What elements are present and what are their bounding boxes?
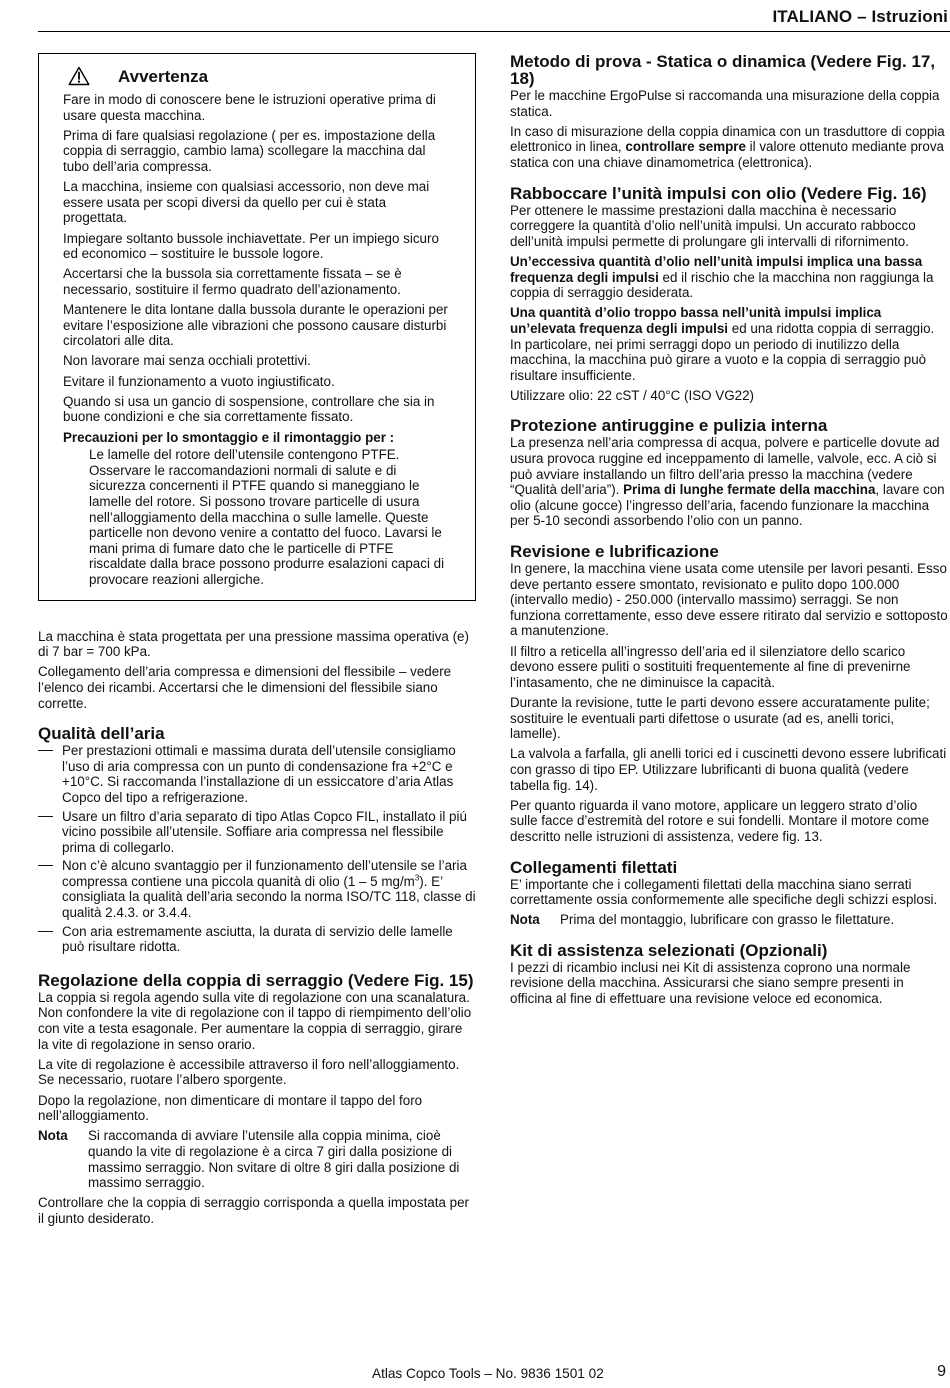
oil-refill-paragraph — [510, 254, 948, 301]
note-label: Nota — [510, 912, 540, 928]
warning-box — [38, 53, 476, 601]
torque-paragraph: Dopo la regolazione, non dimenticare di montare il tappo del foro nell’alloggiamento. — [38, 1092, 423, 1124]
text-run: ed una ridotta coppia di serraggio. In particolare, nei primi serraggi dopo un periodo di inutilizzo della macchina, la macchina può girare a vuoto e la coppia di serraggio può risultare insufficiente. — [510, 320, 935, 383]
oil-refill-paragraph: Per ottenere le massime prestazioni dalla macchina è necessario correggere la quantità d’olio nell’unità impulsi. Un accurato rabbocco dell’unità impulsi permette di prolungare gli intervalli di rifornimento. — [510, 202, 916, 249]
note-label: Nota — [38, 1128, 68, 1144]
oil-refill-title: Rabboccare l’unità impulsi con olio (Vedere Fig. 16) — [510, 183, 927, 203]
service-paragraph: In genere, la macchina viene usata come utensile per lavori pesanti. Esso deve pertanto essere smontato, revisionato e pulito dopo 100.000 (intervallo medio) - 250.000 (intervallo massimo) serraggi. Se non funziona correttamente, esso deve essere ritirato dal servizio e sottoposto a manutenzione. — [510, 561, 948, 639]
list-item: Usare un filtro d’aria separato di tipo Atlas Copco FIL, installato il piú vicino possibile all’utensile. Soffiare aria compressa nel flessibile prima di collegarlo. — [38, 809, 476, 856]
left-column — [38, 53, 476, 1231]
bold-text: Prima di lunghe fermate della macchina — [623, 482, 876, 498]
precaution-title: Precauzioni per lo smontaggio e il rimontaggio per : — [63, 429, 395, 445]
oil-refill-paragraph — [510, 305, 948, 383]
intro-connection: Collegamento dell’aria compressa e dimensioni del flessibile – vedere l’elenco dei ricambi. Accertarsi che le dimensioni del flessibile siano corrette. — [38, 664, 452, 711]
torque-title: Regolazione della coppia di serraggio (Vedere Fig. 15) — [38, 970, 474, 990]
warning-paragraph: Evitare il funzionamento a vuoto ingiustificato. — [63, 373, 335, 389]
warning-paragraph: Quando si usa un gancio di sospensione, controllare che sia in buone condizioni e che sia correttamente fissato. — [63, 393, 435, 425]
bold-text: controllare sempre — [625, 139, 746, 155]
rust-section — [510, 417, 948, 529]
text-run: La presenza nell’aria compressa di acqua, polvere e particelle dovute ad usura provoca ruggine ed inceppamento di lamelle, valvole, ecc. A ciò si può avviare installando un filtro dell’aria presso la macchina (vedere “Qualità dell’aria”). — [510, 435, 940, 498]
precaution-body: Le lamelle del rotore dell’utensile contengono PTFE. Osservare le raccomandazioni normali di salute e di sicurezza concernenti il PTFE quando si maneggiano le lamelle del rotore. Si possono trovare particelle di usura nell’alloggiamento della macchina o sulle lamelle. Queste particelle non devono venire a contatto del fuoco. Lavarsi le mani prima di fumare dato che le particelle di PTFE riscaldate dalla brace possono produrre esalazioni capaci di provocare reazioni allergiche. — [89, 447, 445, 587]
test-method-paragraph — [510, 124, 948, 171]
page-header-title: ITALIANO – Istruzioni — [772, 7, 948, 26]
oil-spec: Utilizzare olio: 22 cST / 40°C (ISO VG22) — [510, 387, 754, 403]
service-title: Revisione e lubrificazione — [510, 542, 719, 562]
test-method-section — [510, 53, 948, 171]
kits-section — [510, 942, 948, 1007]
service-paragraph: Il filtro a reticella all’ingresso dell’aria ed il silenziatore dello scarico devono essere puliti o sostituiti frequentemente al fine di prevenirne l’intasamento, che ne diminuisce la capacità. — [510, 643, 911, 690]
warning-paragraph: Non lavorare mai senza occhiali protettivi. — [63, 353, 311, 369]
warning-title: Avvertenza — [118, 66, 209, 86]
warning-paragraph: La macchina, insieme con qualsiasi accessorio, non deve mai essere usata per scopi diversi da quello per cui è stata progettata. — [63, 179, 430, 226]
text-run: In caso di misurazione della coppia dinamica con un trasduttore di coppia elettronico in linea, — [510, 123, 945, 155]
warning-header — [68, 66, 453, 86]
air-quality-list — [38, 743, 476, 955]
note-text: Si raccomanda di avviare l’utensile alla coppia minima, cioè quando la vite di regolazione è a circa 7 giri dalla posizione di massimo serraggio. Non svitare di oltre 8 giri dalla posizione di massimo serraggio. — [88, 1128, 460, 1191]
note-text: Prima del montaggio, lubrificare con grasso le filettature. — [560, 912, 895, 928]
text-run: il valore ottenuto mediante prova statica con una chiave dinamometrica (elettronica). — [510, 139, 944, 170]
torque-note — [38, 1128, 476, 1190]
superscript: 3 — [414, 873, 420, 883]
bold-text: Un’eccessiva quantità d’olio nell’unità impulsi implica una bassa frequenza degli impulsi — [510, 253, 923, 285]
threads-section — [510, 859, 948, 928]
oil-refill-section — [510, 185, 948, 404]
threads-note — [510, 912, 948, 928]
warning-paragraph: Fare in modo di conoscere bene le istruzioni operative prima di usare questa macchina. — [63, 92, 436, 123]
list-item: Per prestazioni ottimali e massima durata dell’utensile consigliamo l’uso di aria compressa con un punto di condensazione fra +2°C e +10°C. Si raccomanda l’installazione di un essiccatore d’aria Atlas Copco del tipo a refrigerazione. — [38, 743, 476, 805]
torque-paragraph: Controllare che la coppia di serraggio corrisponda a quella impostata per il giunto desiderato. — [38, 1195, 469, 1226]
right-column — [510, 53, 948, 1011]
test-method-paragraph: Per le macchine ErgoPulse si raccomanda una misurazione della coppia statica. — [510, 88, 940, 119]
warning-paragraph: Accertarsi che la bussola sia correttamente fissata – se è necessario, sostituire il fermo quadrato dell’azionamento. — [63, 266, 402, 297]
torque-paragraph: La vite di regolazione è accessibile attraverso il foro nell’alloggiamento. Se necessario, ruotare l’albero sporgente. — [38, 1056, 460, 1088]
air-quality-section — [38, 725, 476, 955]
intro-pressure: La macchina è stata progettata per una pressione massima operativa (e) di 7 bar = 700 kPa. — [38, 628, 469, 660]
header-rule — [38, 31, 950, 32]
list-item-text: Non c’è alcuno svantaggio per il funzionamento dell’utensile se l’aria compressa contiene una piccola quanità di olio (1 – 5 mg/m — [62, 858, 467, 889]
warning-paragraph: Mantenere le dita lontane dalla bussola durante le operazioni per evitare l’esposizione alle vibrazioni che possono causare disturbi circolatori alle dita. — [63, 302, 448, 349]
warning-paragraph: Prima di fare qualsiasi regolazione ( per es. impostazione della coppia di serraggio, cambio lama) scollegare la macchina dal tubo dell’aria compressa. — [63, 127, 436, 174]
text-run: ed il rischio che la macchina non raggiunga la coppia di serraggio desiderata. — [510, 269, 934, 301]
warning-paragraph: Impiegare soltanto bussole inchiavettate. Per un impiego sicuro ed economico – sostituire le bussole logore. — [63, 230, 439, 262]
service-paragraph: Durante la revisione, tutte le parti devono essere accuratamente pulite; sostituire le eventuali parti difettose o usurate (ad es, anelli torici, lamelle). — [510, 694, 930, 742]
page-number: 9 — [937, 1363, 946, 1380]
service-paragraph: Per quanto riguarda il vano motore, applicare un leggero strato d’olio sulle facce d’estremità del rotore e sui fondelli. Montare il motore come descritto nelle istruzioni di assistenza, vedere fig. 13. — [510, 797, 930, 844]
footer-document-number: Atlas Copco Tools – No. 9836 1501 02 — [372, 1366, 604, 1381]
rust-title: Protezione antiruggine e pulizia interna — [510, 416, 828, 436]
threads-title: Collegamenti filettati — [510, 857, 678, 877]
list-item-text: ). E’ consigliata la qualità dell’aria secondo la norma ISO/TC 118, classe di qualità 2.4.3. or 3.4.4. — [62, 873, 476, 921]
threads-paragraph: E’ importante che i collegamenti filettati della macchina siano serrati correttamente ossia conformemente alle specifiche degli schizzi esplosi. — [510, 876, 938, 908]
text-run: , lavare con olio (alcune gocce) l’ingresso dell’aria, facendo funzionare la macchina per 5-10 secondi assorbendo l’olio con un panno. — [510, 482, 945, 529]
kits-paragraph: I pezzi di ricambio inclusi nei Kit di assistenza coprono una normale revisione della macchina. Assicurarsi che siano sempre presenti in officina al fine di effettuare una revisione veloce ed economica. — [510, 959, 911, 1007]
list-item: Con aria estremamente asciutta, la durata di servizio delle lamelle può risultare ridotta. — [38, 924, 476, 955]
warning-triangle-icon — [68, 66, 90, 86]
service-paragraph: La valvola a farfalla, gli anelli torici ed i cuscinetti devono essere lubrificati con grasso di tipo EP. Utilizzare lubrificanti di buona qualità (vedere tabella fig. 14). — [510, 746, 947, 793]
torque-section — [38, 972, 476, 1227]
rust-paragraph — [510, 435, 948, 529]
list-item — [38, 858, 476, 920]
air-quality-title: Qualità dell’aria — [38, 724, 165, 744]
torque-paragraph: La coppia si regola agendo sulla vite di regolazione con una scanalatura. Non confondere la vite di regolazione con il tappo di riempimento dell’olio con vite a testa esagonale. Per aumentare la coppia di serraggio, girare la vite di regolazione in senso orario. — [38, 989, 472, 1052]
kits-title: Kit di assistenza selezionati (Opzionali) — [510, 940, 828, 960]
service-section — [510, 543, 948, 844]
test-method-title: Metodo di prova - Statica o dinamica (Vedere Fig. 17, 18) — [510, 52, 936, 88]
bold-text: Una quantità d’olio troppo bassa nell’unità impulsi implica un’elevata frequenza degli impulsi — [510, 305, 882, 336]
